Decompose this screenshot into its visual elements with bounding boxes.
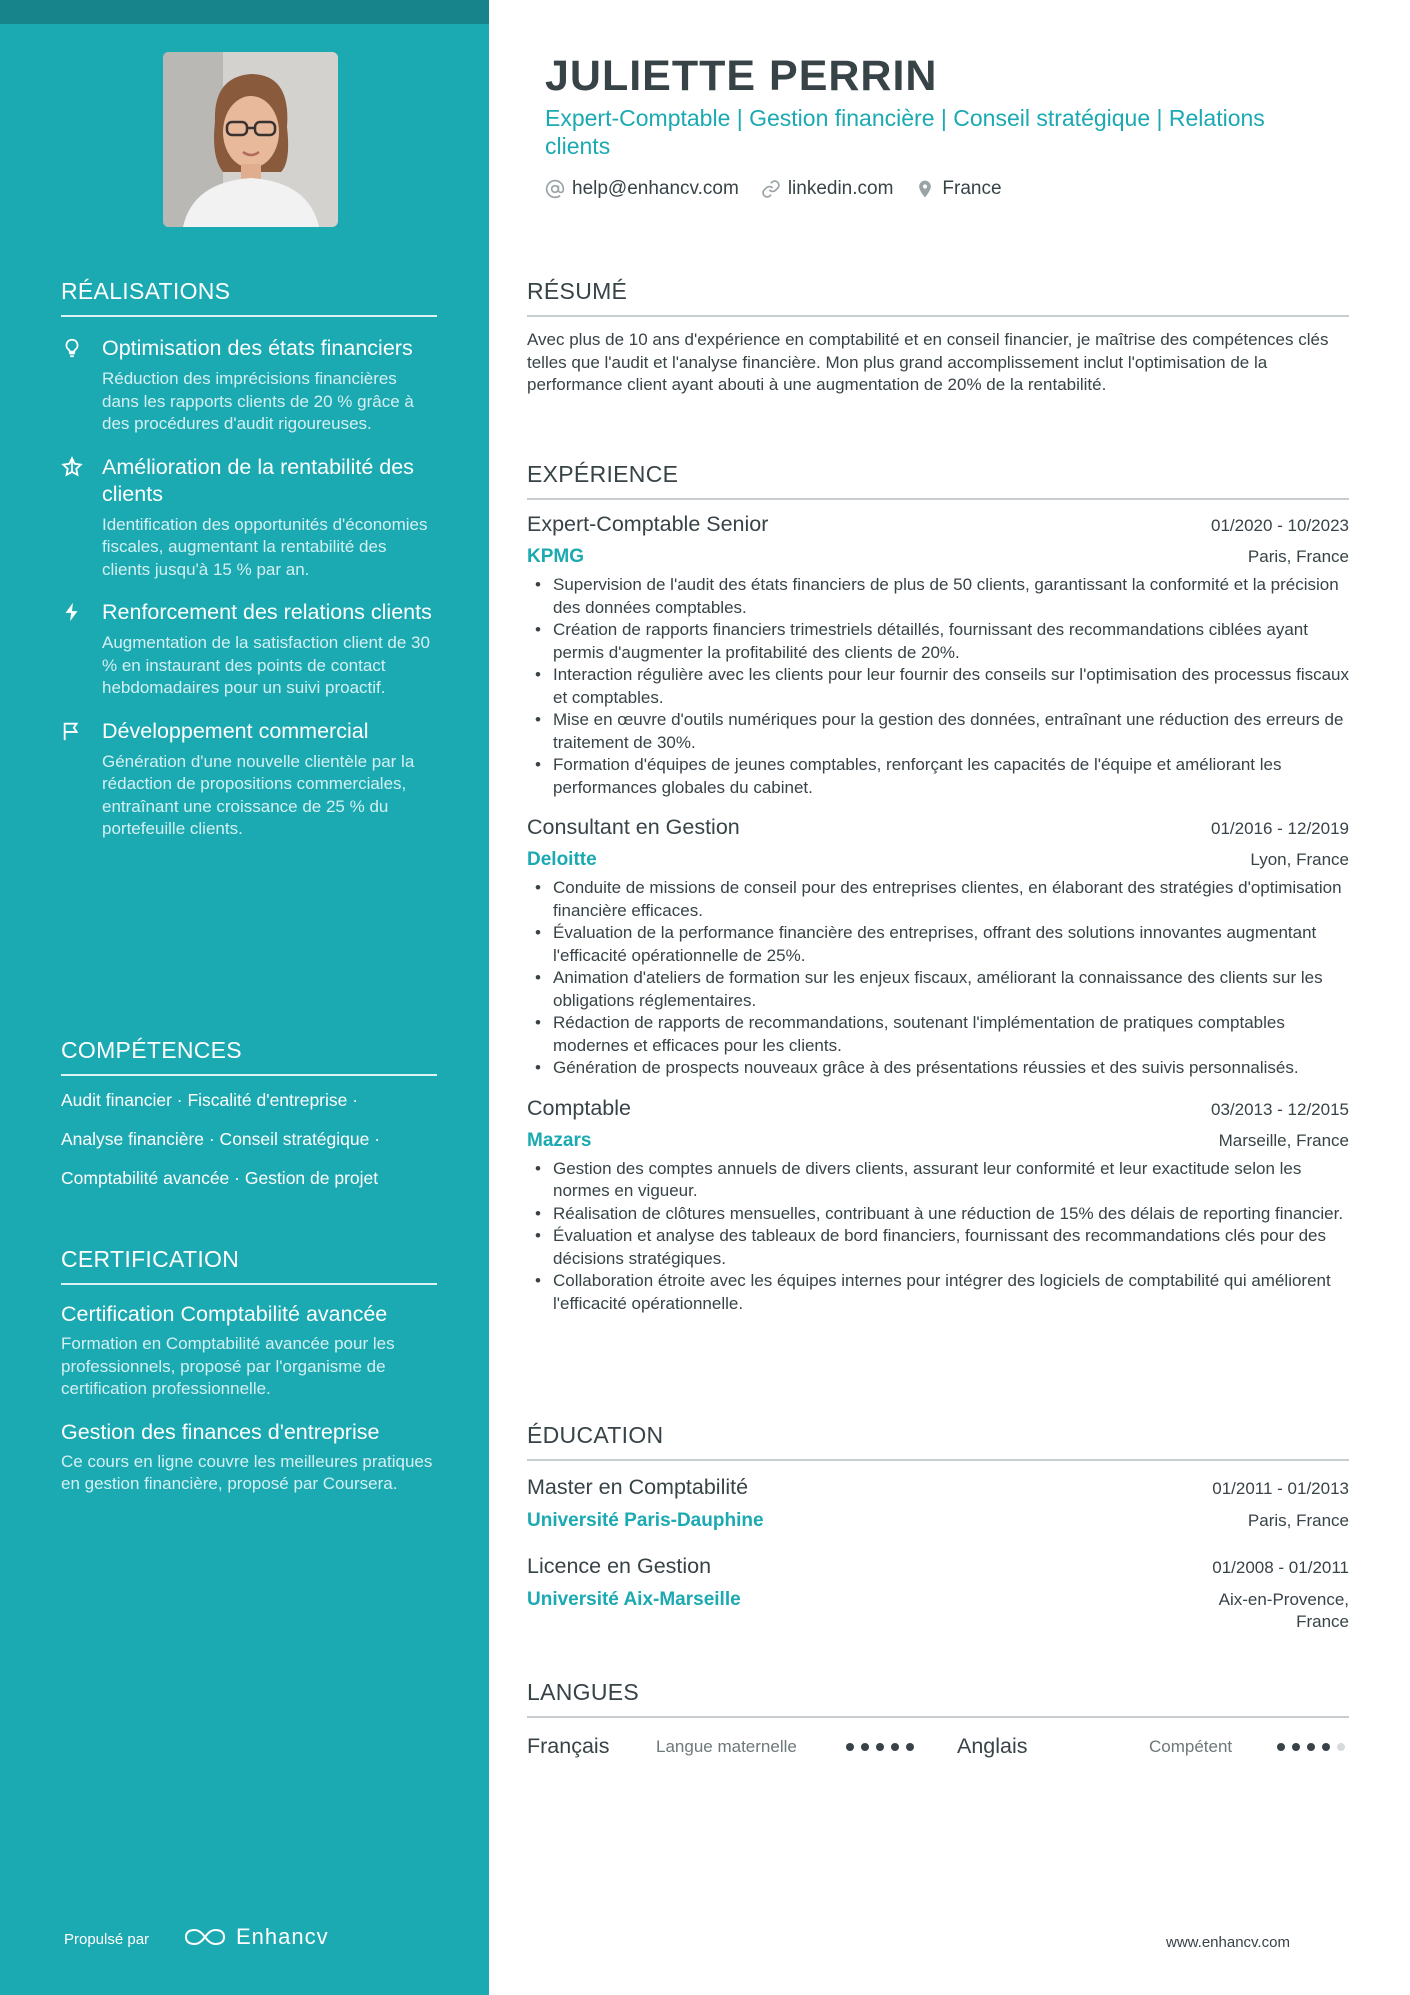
achievements-title: RÉALISATIONS xyxy=(61,278,437,317)
language-level: Compétent xyxy=(1149,1736,1233,1756)
achievement-desc: Génération d'une nouvelle clientèle par la rédaction de propositions commerciales, entraînant une croissance de 25 % du portefeuille clients. xyxy=(102,751,415,838)
achievements-section xyxy=(61,278,437,841)
job-title: Consultant en Gestion xyxy=(527,815,740,839)
lightning-icon xyxy=(61,601,83,623)
contact-linkedin[interactable] xyxy=(761,178,894,200)
contact-location-text: France xyxy=(942,178,1002,199)
skills-line: Analyse financière · Conseil stratégique · xyxy=(61,1129,381,1149)
job-title: Comptable xyxy=(527,1095,631,1120)
achievement-desc: Réduction des imprécisions financières dans les rapports clients de 20 % grâce à des procédures d'audit rigoureuses. xyxy=(102,369,414,433)
certification-title: CERTIFICATION xyxy=(61,1246,437,1285)
contact-list xyxy=(545,178,1002,200)
job-entry xyxy=(527,815,1349,1080)
job-bullet: • Génération de prospects nouveaux grâce à des présentations réussies et des suivis personnalisés. xyxy=(527,1057,1349,1080)
candidate-headline: Expert-Comptable | Gestion financière | Conseil stratégique | Relations clients xyxy=(545,105,1265,159)
language-rating xyxy=(1277,1743,1345,1751)
sidebar xyxy=(0,0,489,1995)
achievement-item xyxy=(61,335,437,436)
certification-name: Certification Comptabilité avancée xyxy=(61,1302,388,1326)
experience-section xyxy=(527,461,1349,1315)
summary-text: Avec plus de 10 ans d'expérience en comptabilité et en conseil financier, je maîtrise des compétences clés telles que l'audit et l'analyse financière. Mon plus grand accomplissement inclut l'optimisation de la performance client ayant abouti à une augmentation de 20% de la rentabilité. xyxy=(527,330,1329,394)
star-icon xyxy=(61,456,83,478)
powered-by-label: Propulsé par xyxy=(64,1931,150,1948)
certification-name: Gestion des finances d'entreprise xyxy=(61,1419,380,1444)
certification-desc: Ce cours en ligne couvre les meilleures pratiques en gestion financière, proposé par Coursera. xyxy=(61,1451,433,1493)
language-name: Anglais xyxy=(957,1734,1028,1758)
sidebar-top-bar xyxy=(0,0,489,24)
enhancv-logo-icon xyxy=(183,1926,227,1948)
rating-dot xyxy=(876,1743,884,1751)
job-bullet: • Animation d'ateliers de formation sur les enjeux fiscaux, améliorant la connaissance des clients sur les obligations réglementaires. xyxy=(527,967,1349,1012)
summary-title: RÉSUMÉ xyxy=(527,278,1349,317)
job-bullet: • Mise en œuvre d'outils numériques pour la gestion des données, entraînant une réduction des erreurs de traitement de 30%. xyxy=(527,709,1349,754)
job-location: Lyon, France xyxy=(1250,850,1349,869)
achievement-desc: Identification des opportunités d'économies fiscales, augmentant la rentabilité des clients jusqu'à 15 % par an. xyxy=(102,514,428,579)
rating-dot xyxy=(1292,1743,1300,1751)
rating-dot xyxy=(1322,1743,1330,1751)
achievement-item xyxy=(61,454,437,582)
job-entry xyxy=(527,512,1349,799)
job-entry xyxy=(527,1096,1349,1316)
achievement-title: Renforcement des relations clients xyxy=(102,600,432,624)
skills-title: COMPÉTENCES xyxy=(61,1037,437,1076)
education-section xyxy=(527,1422,1349,1633)
contact-location xyxy=(915,178,1001,200)
achievement-item xyxy=(61,718,437,841)
education-degree: Licence en Gestion xyxy=(527,1554,712,1578)
certification-desc: Formation en Comptabilité avancée pour les professionnels, proposé par l'organisme de certification professionnelle. xyxy=(61,1334,395,1398)
job-location: Marseille, France xyxy=(1218,1130,1349,1150)
job-bullets xyxy=(527,1158,1349,1316)
education-dates: 01/2008 - 01/2011 xyxy=(1212,1558,1349,1577)
education-entry xyxy=(527,1475,1349,1532)
job-dates: 01/2016 - 12/2019 xyxy=(1210,819,1349,838)
rating-dot xyxy=(846,1743,854,1751)
achievement-desc: Augmentation de la satisfaction client de 30 % en instaurant des points de contact hebdomadaires pour un suivi proactif. xyxy=(102,633,430,697)
skills-line: Audit financier · Fiscalité d'entreprise · xyxy=(61,1090,359,1110)
job-bullet: • Évaluation de la performance financière des entreprises, offrant des solutions innovantes augmentant l'efficacité opérationnelle de 25%. xyxy=(527,922,1349,967)
job-bullet: • Interaction régulière avec les clients pour leur fournir des conseils sur l'optimisation des processus fiscaux et comptables. xyxy=(527,664,1349,709)
skills-line: Comptabilité avancée · Gestion de projet xyxy=(61,1168,379,1188)
languages-title: LANGUES xyxy=(527,1679,1349,1718)
job-bullets xyxy=(527,574,1349,799)
profile-photo xyxy=(163,52,338,227)
contact-email[interactable] xyxy=(545,178,739,200)
job-bullet: • Conduite de missions de conseil pour des entreprises clientes, en élaborant des stratégies d'optimisation financière efficaces. xyxy=(527,877,1349,922)
job-bullet: • Gestion des comptes annuels de divers clients, assurant leur conformité et leur exactitude selon les normes en vigueur. xyxy=(527,1158,1349,1203)
education-entry xyxy=(527,1554,1349,1633)
location-pin-icon xyxy=(915,179,935,199)
skills-section xyxy=(61,1037,437,1189)
job-bullet: • Rédaction de rapports de recommandations, soutenant l'implémentation de pratiques comptables modernes et efficaces pour les clients. xyxy=(527,1012,1349,1057)
achievement-item xyxy=(61,599,437,700)
lightbulb-icon xyxy=(61,337,83,359)
languages-section xyxy=(527,1679,1349,1759)
job-bullet: • Réalisation de clôtures mensuelles, contribuant à une réduction de 15% des délais de reporting financier. xyxy=(527,1203,1349,1226)
brand-name: Enhancv xyxy=(236,1924,329,1949)
certification-section xyxy=(61,1246,437,1496)
education-location: Paris, France xyxy=(1247,1511,1349,1530)
rating-dot xyxy=(906,1743,914,1751)
language-level: Langue maternelle xyxy=(656,1736,797,1756)
job-company: Deloitte xyxy=(527,849,597,870)
languages-row xyxy=(527,1734,1349,1759)
education-location: Aix-en-Provence, France xyxy=(1218,1590,1349,1631)
job-bullet: • Supervision de l'audit des états financiers de plus de 50 clients, garantissant la conformité et la précision des données comptables. xyxy=(527,574,1349,619)
at-icon xyxy=(545,179,565,199)
enhancv-brand[interactable] xyxy=(183,1924,329,1950)
job-title: Expert-Comptable Senior xyxy=(527,512,769,536)
education-title: ÉDUCATION xyxy=(527,1422,1349,1461)
link-icon xyxy=(761,179,781,199)
job-bullet: • Évaluation et analyse des tableaux de bord financiers, fournissant des recommandations clés pour des décisions stratégiques. xyxy=(527,1225,1349,1270)
job-bullet: • Création de rapports financiers trimestriels détaillés, fournissant des recommandations ciblées ayant permis d'augmenter la profitabilité des clients de 20%. xyxy=(527,619,1349,664)
flag-icon xyxy=(61,720,83,742)
education-school: Université Paris-Dauphine xyxy=(527,1510,764,1531)
rating-dot xyxy=(861,1743,869,1751)
language-name: Français xyxy=(527,1734,610,1758)
rating-dot xyxy=(1277,1743,1285,1751)
job-bullet: • Collaboration étroite avec les équipes internes pour intégrer des logiciels de comptabilité qui améliorent l'efficacité opérationnelle. xyxy=(527,1270,1349,1315)
job-location: Paris, France xyxy=(1247,547,1349,566)
contact-linkedin-text: linkedin.com xyxy=(787,178,894,199)
education-school: Université Aix-Marseille xyxy=(527,1589,741,1610)
job-bullet: • Formation d'équipes de jeunes comptables, renforçant les capacités de l'équipe et améliorant les performances globales du cabinet. xyxy=(527,754,1349,799)
language-rating xyxy=(846,1743,957,1751)
rating-dot xyxy=(1337,1743,1345,1751)
rating-dot xyxy=(891,1743,899,1751)
job-dates: 03/2013 - 12/2015 xyxy=(1210,1099,1349,1119)
achievement-title: Amélioration de la rentabilité des clients xyxy=(102,454,414,506)
footer-website[interactable]: www.enhancv.com xyxy=(1166,1934,1290,1951)
rating-dot xyxy=(1307,1743,1315,1751)
summary-section xyxy=(527,278,1349,397)
job-company: Mazars xyxy=(527,1129,592,1151)
job-dates: 01/2020 - 10/2023 xyxy=(1210,516,1349,535)
achievement-title: Optimisation des états financiers xyxy=(102,336,413,360)
job-bullets xyxy=(527,877,1349,1080)
education-degree: Master en Comptabilité xyxy=(527,1475,749,1499)
contact-email-text: help@enhancv.com xyxy=(572,178,739,199)
candidate-name: JULIETTE PERRIN xyxy=(545,52,938,100)
achievement-title: Développement commercial xyxy=(102,718,369,743)
experience-title: EXPÉRIENCE xyxy=(527,461,1349,500)
education-dates: 01/2011 - 01/2013 xyxy=(1212,1479,1349,1498)
job-company: KPMG xyxy=(527,546,584,567)
